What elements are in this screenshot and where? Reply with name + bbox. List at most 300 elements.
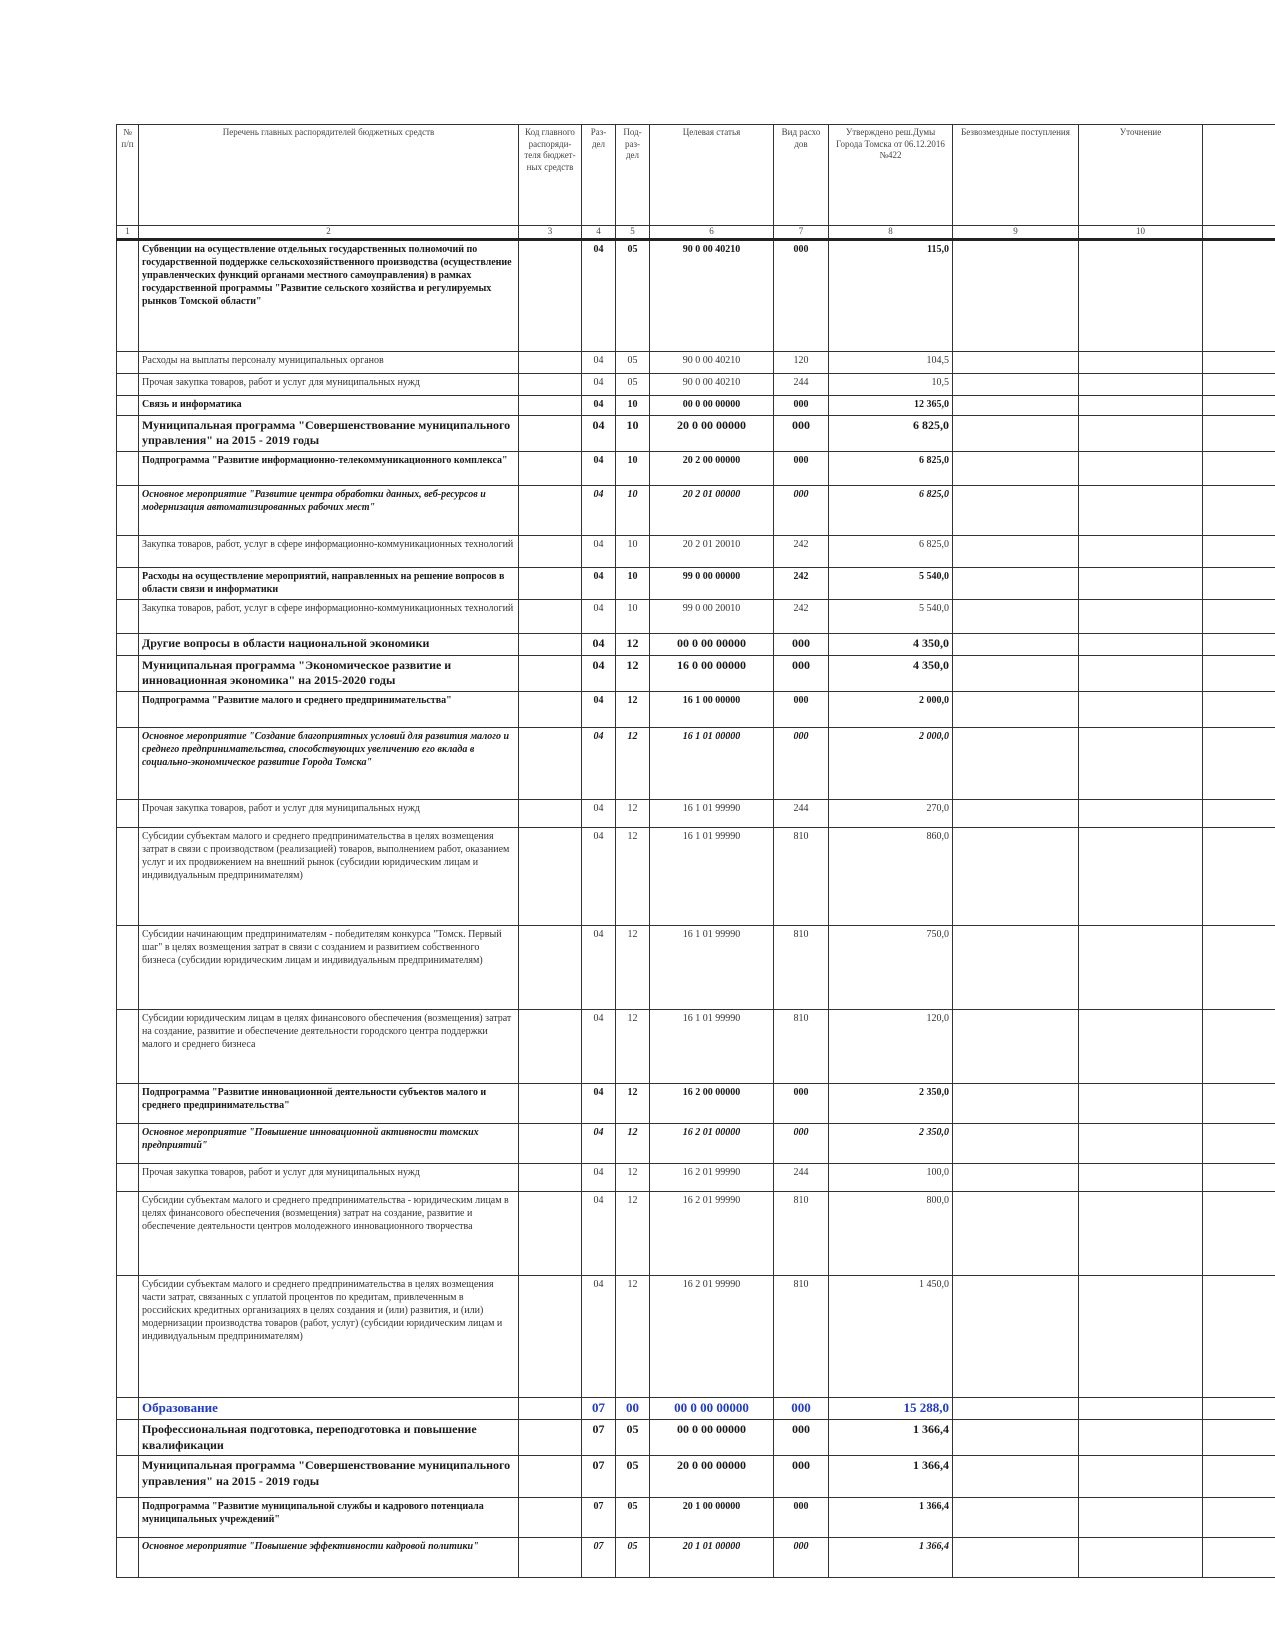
table-row	[117, 351, 1275, 373]
cell-approved: 2 350,0	[829, 1124, 953, 1164]
cell-name: Субвенции на осуществление отдельных государственных полномочий по государственной поддержке сельскохозяйственного производства (осуществление управленческих функций органами местного самоуправления) в рамках государственной программы "Развитие сельского хозяйства и регулируемых рынков Томской области"	[139, 239, 519, 351]
cell-gratuitous	[953, 1538, 1079, 1578]
cell-approved: 120,0	[829, 1010, 953, 1084]
cell-name: Муниципальная программа "Экономическое развитие и инновационная экономика" на 2015-2020 годы	[139, 655, 519, 691]
cell-podrazdel: 10	[616, 395, 650, 415]
cell-razdel: 04	[582, 1010, 616, 1084]
table-row	[117, 1398, 1275, 1420]
cell-num	[117, 599, 139, 633]
cell-approved: 100,0	[829, 1164, 953, 1192]
cell-gratuitous	[953, 1192, 1079, 1276]
cell-target: 99 0 00 20010	[650, 599, 774, 633]
header-extra	[1203, 125, 1275, 226]
cell-target: 16 2 01 99990	[650, 1164, 774, 1192]
cell-podrazdel: 12	[616, 1192, 650, 1276]
cell-approved: 4 350,0	[829, 655, 953, 691]
cell-code	[519, 1398, 582, 1420]
cell-clarification	[1079, 1456, 1203, 1498]
cell-vid: 000	[774, 692, 829, 728]
cell-podrazdel: 05	[616, 239, 650, 351]
cell-gratuitous	[953, 1398, 1079, 1420]
cell-razdel: 04	[582, 633, 616, 655]
header-code: Код главного распоряди-теля бюджет-ных средств	[519, 125, 582, 226]
cell-name: Прочая закупка товаров, работ и услуг для муниципальных нужд	[139, 800, 519, 828]
cell-vid: 000	[774, 485, 829, 535]
cell-target: 20 1 00 00000	[650, 1498, 774, 1538]
cell-gratuitous	[953, 800, 1079, 828]
cell-code	[519, 1276, 582, 1398]
cell-approved: 6 825,0	[829, 415, 953, 451]
col-number: 4	[582, 226, 616, 240]
table-row	[117, 633, 1275, 655]
cell-name: Прочая закупка товаров, работ и услуг для муниципальных нужд	[139, 373, 519, 395]
cell-approved: 2 000,0	[829, 692, 953, 728]
cell-podrazdel: 10	[616, 567, 650, 599]
table-row	[117, 1456, 1275, 1498]
col-number	[1203, 226, 1275, 240]
cell-code	[519, 1419, 582, 1455]
cell-razdel: 07	[582, 1498, 616, 1538]
cell-code	[519, 1164, 582, 1192]
cell-clarification	[1079, 1124, 1203, 1164]
cell-vid: 242	[774, 535, 829, 567]
cell-gratuitous	[953, 633, 1079, 655]
cell-podrazdel: 00	[616, 1398, 650, 1420]
cell-clarification	[1079, 1164, 1203, 1192]
cell-name: Прочая закупка товаров, работ и услуг для муниципальных нужд	[139, 1164, 519, 1192]
cell-name: Основное мероприятие "Повышение эффективности кадровой политики"	[139, 1538, 519, 1578]
cell-podrazdel: 12	[616, 1276, 650, 1398]
cell-podrazdel: 12	[616, 692, 650, 728]
cell-approved: 5 540,0	[829, 599, 953, 633]
cell-target: 16 0 00 00000	[650, 655, 774, 691]
cell-podrazdel: 12	[616, 828, 650, 926]
cell-clarification	[1079, 599, 1203, 633]
col-number: 1	[117, 226, 139, 240]
cell-podrazdel: 12	[616, 728, 650, 800]
cell-extra	[1203, 373, 1275, 395]
cell-target: 20 2 01 00000	[650, 485, 774, 535]
cell-code	[519, 1192, 582, 1276]
cell-num	[117, 800, 139, 828]
cell-podrazdel: 05	[616, 351, 650, 373]
cell-name: Расходы на выплаты персоналу муниципальных органов	[139, 351, 519, 373]
cell-target: 20 1 01 00000	[650, 1538, 774, 1578]
cell-razdel: 04	[582, 599, 616, 633]
cell-approved: 4 350,0	[829, 633, 953, 655]
cell-target: 90 0 00 40210	[650, 351, 774, 373]
col-number: 10	[1079, 226, 1203, 240]
cell-clarification	[1079, 728, 1203, 800]
cell-clarification	[1079, 485, 1203, 535]
cell-clarification	[1079, 1498, 1203, 1538]
cell-name: Связь и информатика	[139, 395, 519, 415]
cell-clarification	[1079, 451, 1203, 485]
cell-num	[117, 1010, 139, 1084]
cell-target: 90 0 00 40210	[650, 239, 774, 351]
cell-name: Субсидии субъектам малого и среднего предпринимательства в целях возмещения затрат в связи с производством (реализацией) товаров, выполнением работ, оказанием услуг и их продвижением на внешний рынок (субсидии юридическим лицам и индивидуальным предпринимателям)	[139, 828, 519, 926]
cell-num	[117, 535, 139, 567]
cell-target: 00 0 00 00000	[650, 1419, 774, 1455]
cell-podrazdel: 05	[616, 1538, 650, 1578]
cell-name: Субсидии субъектам малого и среднего предпринимательства - юридическим лицам в целях финансового обеспечения (возмещения) затрат на создание, развитие и обеспечение деятельности центров молодежного инновационного творчества	[139, 1192, 519, 1276]
cell-razdel: 04	[582, 1192, 616, 1276]
cell-vid: 000	[774, 1538, 829, 1578]
cell-code	[519, 1010, 582, 1084]
cell-clarification	[1079, 692, 1203, 728]
cell-extra	[1203, 1124, 1275, 1164]
cell-gratuitous	[953, 395, 1079, 415]
cell-gratuitous	[953, 415, 1079, 451]
cell-gratuitous	[953, 535, 1079, 567]
column-number-row	[117, 226, 1275, 240]
cell-razdel: 04	[582, 1084, 616, 1124]
cell-gratuitous	[953, 373, 1079, 395]
cell-podrazdel: 10	[616, 485, 650, 535]
cell-code	[519, 599, 582, 633]
cell-approved: 6 825,0	[829, 451, 953, 485]
cell-razdel: 04	[582, 535, 616, 567]
cell-target: 16 1 00 00000	[650, 692, 774, 728]
cell-extra	[1203, 828, 1275, 926]
cell-gratuitous	[953, 239, 1079, 351]
cell-code	[519, 1456, 582, 1498]
cell-vid: 000	[774, 728, 829, 800]
cell-num	[117, 451, 139, 485]
table-body	[117, 239, 1275, 1577]
cell-extra	[1203, 1192, 1275, 1276]
cell-razdel: 04	[582, 1276, 616, 1398]
cell-approved: 2 000,0	[829, 728, 953, 800]
cell-approved: 6 825,0	[829, 485, 953, 535]
cell-vid: 244	[774, 373, 829, 395]
cell-clarification	[1079, 1398, 1203, 1420]
cell-vid: 000	[774, 395, 829, 415]
table-row	[117, 1124, 1275, 1164]
cell-extra	[1203, 451, 1275, 485]
cell-target: 16 2 01 99990	[650, 1276, 774, 1398]
cell-name: Другие вопросы в области национальной экономики	[139, 633, 519, 655]
cell-num	[117, 1084, 139, 1124]
cell-num	[117, 1538, 139, 1578]
table-row	[117, 828, 1275, 926]
cell-code	[519, 451, 582, 485]
cell-name: Основное мероприятие "Создание благоприятных условий для развития малого и среднего предпринимательства, способствующих увеличению его вклада в социально-экономическое развитие Города Томска"	[139, 728, 519, 800]
cell-vid: 000	[774, 1498, 829, 1538]
cell-num	[117, 1276, 139, 1398]
cell-num	[117, 351, 139, 373]
cell-num	[117, 567, 139, 599]
header-num: № п/п	[117, 125, 139, 226]
cell-extra	[1203, 1538, 1275, 1578]
cell-gratuitous	[953, 1084, 1079, 1124]
cell-clarification	[1079, 567, 1203, 599]
table-row	[117, 1192, 1275, 1276]
cell-podrazdel: 05	[616, 373, 650, 395]
cell-vid: 244	[774, 1164, 829, 1192]
cell-code	[519, 655, 582, 691]
cell-razdel: 07	[582, 1398, 616, 1420]
cell-num	[117, 395, 139, 415]
cell-vid: 244	[774, 800, 829, 828]
cell-code	[519, 415, 582, 451]
cell-clarification	[1079, 800, 1203, 828]
cell-num	[117, 239, 139, 351]
cell-podrazdel: 10	[616, 451, 650, 485]
cell-vid: 000	[774, 1398, 829, 1420]
cell-target: 16 2 01 00000	[650, 1124, 774, 1164]
table-row	[117, 1164, 1275, 1192]
cell-vid: 000	[774, 633, 829, 655]
table-row	[117, 415, 1275, 451]
cell-clarification	[1079, 1419, 1203, 1455]
header-clarification: Уточнение	[1079, 125, 1203, 226]
table-row	[117, 1084, 1275, 1124]
cell-podrazdel: 12	[616, 1124, 650, 1164]
cell-vid: 810	[774, 1010, 829, 1084]
cell-num	[117, 926, 139, 1010]
cell-razdel: 04	[582, 415, 616, 451]
cell-target: 20 2 01 20010	[650, 535, 774, 567]
cell-approved: 6 825,0	[829, 535, 953, 567]
table-row	[117, 373, 1275, 395]
cell-gratuitous	[953, 1124, 1079, 1164]
cell-num	[117, 373, 139, 395]
cell-clarification	[1079, 239, 1203, 351]
cell-vid: 000	[774, 1456, 829, 1498]
cell-podrazdel: 05	[616, 1419, 650, 1455]
cell-num	[117, 1398, 139, 1420]
cell-extra	[1203, 1419, 1275, 1455]
cell-razdel: 04	[582, 395, 616, 415]
cell-name: Расходы на осуществление мероприятий, направленных на решение вопросов в области связи и информатики	[139, 567, 519, 599]
cell-code	[519, 351, 582, 373]
cell-gratuitous	[953, 599, 1079, 633]
cell-name: Муниципальная программа "Совершенствование муниципального управления" на 2015 - 2019 годы	[139, 1456, 519, 1498]
cell-approved: 2 350,0	[829, 1084, 953, 1124]
cell-num	[117, 485, 139, 535]
cell-razdel: 04	[582, 485, 616, 535]
header-row	[117, 125, 1275, 226]
cell-target: 00 0 00 00000	[650, 1398, 774, 1420]
header-target: Целевая статья	[650, 125, 774, 226]
cell-extra	[1203, 351, 1275, 373]
cell-num	[117, 655, 139, 691]
cell-target: 00 0 00 00000	[650, 395, 774, 415]
table-row	[117, 1538, 1275, 1578]
cell-gratuitous	[953, 1456, 1079, 1498]
cell-target: 16 1 01 00000	[650, 728, 774, 800]
cell-vid: 242	[774, 599, 829, 633]
cell-num	[117, 1419, 139, 1455]
cell-code	[519, 1084, 582, 1124]
cell-approved: 1 366,4	[829, 1498, 953, 1538]
cell-vid: 000	[774, 1124, 829, 1164]
table-row	[117, 599, 1275, 633]
table-row	[117, 800, 1275, 828]
cell-razdel: 04	[582, 1124, 616, 1164]
cell-gratuitous	[953, 1419, 1079, 1455]
cell-razdel: 04	[582, 567, 616, 599]
cell-target: 00 0 00 00000	[650, 633, 774, 655]
cell-code	[519, 567, 582, 599]
cell-clarification	[1079, 373, 1203, 395]
cell-razdel: 04	[582, 351, 616, 373]
cell-extra	[1203, 1456, 1275, 1498]
cell-approved: 104,5	[829, 351, 953, 373]
header-gratuitous: Безвозмездные поступления	[953, 125, 1079, 226]
cell-clarification	[1079, 351, 1203, 373]
cell-podrazdel: 12	[616, 1010, 650, 1084]
cell-gratuitous	[953, 1164, 1079, 1192]
cell-name: Муниципальная программа "Совершенствование муниципального управления" на 2015 - 2019 годы	[139, 415, 519, 451]
cell-clarification	[1079, 828, 1203, 926]
cell-clarification	[1079, 535, 1203, 567]
table-row	[117, 1419, 1275, 1455]
cell-extra	[1203, 1010, 1275, 1084]
cell-code	[519, 395, 582, 415]
cell-code	[519, 373, 582, 395]
cell-target: 90 0 00 40210	[650, 373, 774, 395]
header-approved: Утверждено реш.Думы Города Томска от 06.12.2016 №422	[829, 125, 953, 226]
cell-name: Подпрограмма "Развитие инновационной деятельности субъектов малого и среднего предпринимательства"	[139, 1084, 519, 1124]
cell-podrazdel: 10	[616, 415, 650, 451]
cell-razdel: 04	[582, 692, 616, 728]
cell-razdel: 04	[582, 926, 616, 1010]
cell-podrazdel: 12	[616, 800, 650, 828]
cell-vid: 810	[774, 828, 829, 926]
table-row	[117, 926, 1275, 1010]
cell-razdel: 04	[582, 451, 616, 485]
cell-clarification	[1079, 1276, 1203, 1398]
cell-approved: 800,0	[829, 1192, 953, 1276]
cell-razdel: 07	[582, 1538, 616, 1578]
cell-name: Основное мероприятие "Развитие центра обработки данных, веб-ресурсов и модернизация автоматизированных рабочих мест"	[139, 485, 519, 535]
cell-clarification	[1079, 1192, 1203, 1276]
cell-vid: 120	[774, 351, 829, 373]
cell-extra	[1203, 395, 1275, 415]
cell-target: 16 1 01 99990	[650, 828, 774, 926]
cell-name: Основное мероприятие "Повышение инновационной активности томских предприятий"	[139, 1124, 519, 1164]
cell-vid: 000	[774, 451, 829, 485]
cell-num	[117, 1456, 139, 1498]
header-razdel: Раз-дел	[582, 125, 616, 226]
col-number: 9	[953, 226, 1079, 240]
cell-vid: 242	[774, 567, 829, 599]
cell-name: Подпрограмма "Развитие малого и среднего предпринимательства"	[139, 692, 519, 728]
cell-extra	[1203, 239, 1275, 351]
cell-target: 16 2 00 00000	[650, 1084, 774, 1124]
cell-extra	[1203, 633, 1275, 655]
cell-approved: 15 288,0	[829, 1398, 953, 1420]
cell-vid: 000	[774, 1084, 829, 1124]
cell-podrazdel: 05	[616, 1456, 650, 1498]
cell-podrazdel: 12	[616, 633, 650, 655]
table-row	[117, 395, 1275, 415]
table-row	[117, 1276, 1275, 1398]
cell-extra	[1203, 1164, 1275, 1192]
cell-target: 99 0 00 00000	[650, 567, 774, 599]
cell-podrazdel: 05	[616, 1498, 650, 1538]
cell-podrazdel: 12	[616, 1084, 650, 1124]
cell-extra	[1203, 692, 1275, 728]
cell-name: Закупка товаров, работ, услуг в сфере информационно-коммуникационных технологий	[139, 599, 519, 633]
cell-name: Образование	[139, 1398, 519, 1420]
cell-vid: 810	[774, 1276, 829, 1398]
col-number: 8	[829, 226, 953, 240]
budget-table	[116, 124, 1275, 1578]
cell-gratuitous	[953, 1276, 1079, 1398]
cell-approved: 860,0	[829, 828, 953, 926]
cell-podrazdel: 12	[616, 1164, 650, 1192]
cell-clarification	[1079, 415, 1203, 451]
cell-gratuitous	[953, 485, 1079, 535]
cell-num	[117, 415, 139, 451]
cell-gratuitous	[953, 351, 1079, 373]
cell-clarification	[1079, 1084, 1203, 1124]
cell-name: Субсидии субъектам малого и среднего предпринимательства в целях возмещения части затрат, связанных с уплатой процентов по кредитам, привлеченным в российских кредитных организациях в целях создания и (или) развития, и (или) модернизации производства товаров (работ, услуг) (субсидии юридическим лицам и индивидуальным предпринимателям)	[139, 1276, 519, 1398]
table-row	[117, 655, 1275, 691]
cell-podrazdel: 12	[616, 926, 650, 1010]
cell-clarification	[1079, 655, 1203, 691]
cell-razdel: 04	[582, 828, 616, 926]
cell-code	[519, 728, 582, 800]
cell-approved: 270,0	[829, 800, 953, 828]
cell-extra	[1203, 728, 1275, 800]
cell-name: Профессиональная подготовка, переподготовка и повышение квалификации	[139, 1419, 519, 1455]
cell-num	[117, 1498, 139, 1538]
cell-clarification	[1079, 395, 1203, 415]
cell-razdel: 04	[582, 728, 616, 800]
cell-num	[117, 728, 139, 800]
header-vid: Вид расхо дов	[774, 125, 829, 226]
cell-name: Субсидии юридическим лицам в целях финансового обеспечения (возмещения) затрат на создание, развитие и обеспечение деятельности городского центра поддержки малого и среднего бизнеса	[139, 1010, 519, 1084]
cell-extra	[1203, 1276, 1275, 1398]
cell-target: 16 1 01 99990	[650, 1010, 774, 1084]
col-number: 7	[774, 226, 829, 240]
cell-extra	[1203, 926, 1275, 1010]
cell-approved: 1 366,4	[829, 1456, 953, 1498]
cell-code	[519, 1124, 582, 1164]
table-row	[117, 728, 1275, 800]
cell-razdel: 04	[582, 373, 616, 395]
cell-num	[117, 692, 139, 728]
cell-approved: 115,0	[829, 239, 953, 351]
table-row	[117, 567, 1275, 599]
cell-gratuitous	[953, 567, 1079, 599]
cell-code	[519, 926, 582, 1010]
cell-code	[519, 485, 582, 535]
cell-razdel: 04	[582, 239, 616, 351]
cell-vid: 000	[774, 1419, 829, 1455]
cell-clarification	[1079, 1538, 1203, 1578]
cell-approved: 1 450,0	[829, 1276, 953, 1398]
cell-clarification	[1079, 926, 1203, 1010]
cell-num	[117, 828, 139, 926]
cell-razdel: 04	[582, 800, 616, 828]
cell-gratuitous	[953, 655, 1079, 691]
cell-approved: 5 540,0	[829, 567, 953, 599]
cell-gratuitous	[953, 1010, 1079, 1084]
cell-code	[519, 800, 582, 828]
cell-gratuitous	[953, 828, 1079, 926]
col-number: 6	[650, 226, 774, 240]
cell-approved: 12 365,0	[829, 395, 953, 415]
cell-gratuitous	[953, 926, 1079, 1010]
cell-extra	[1203, 599, 1275, 633]
cell-razdel: 04	[582, 1164, 616, 1192]
col-number: 3	[519, 226, 582, 240]
